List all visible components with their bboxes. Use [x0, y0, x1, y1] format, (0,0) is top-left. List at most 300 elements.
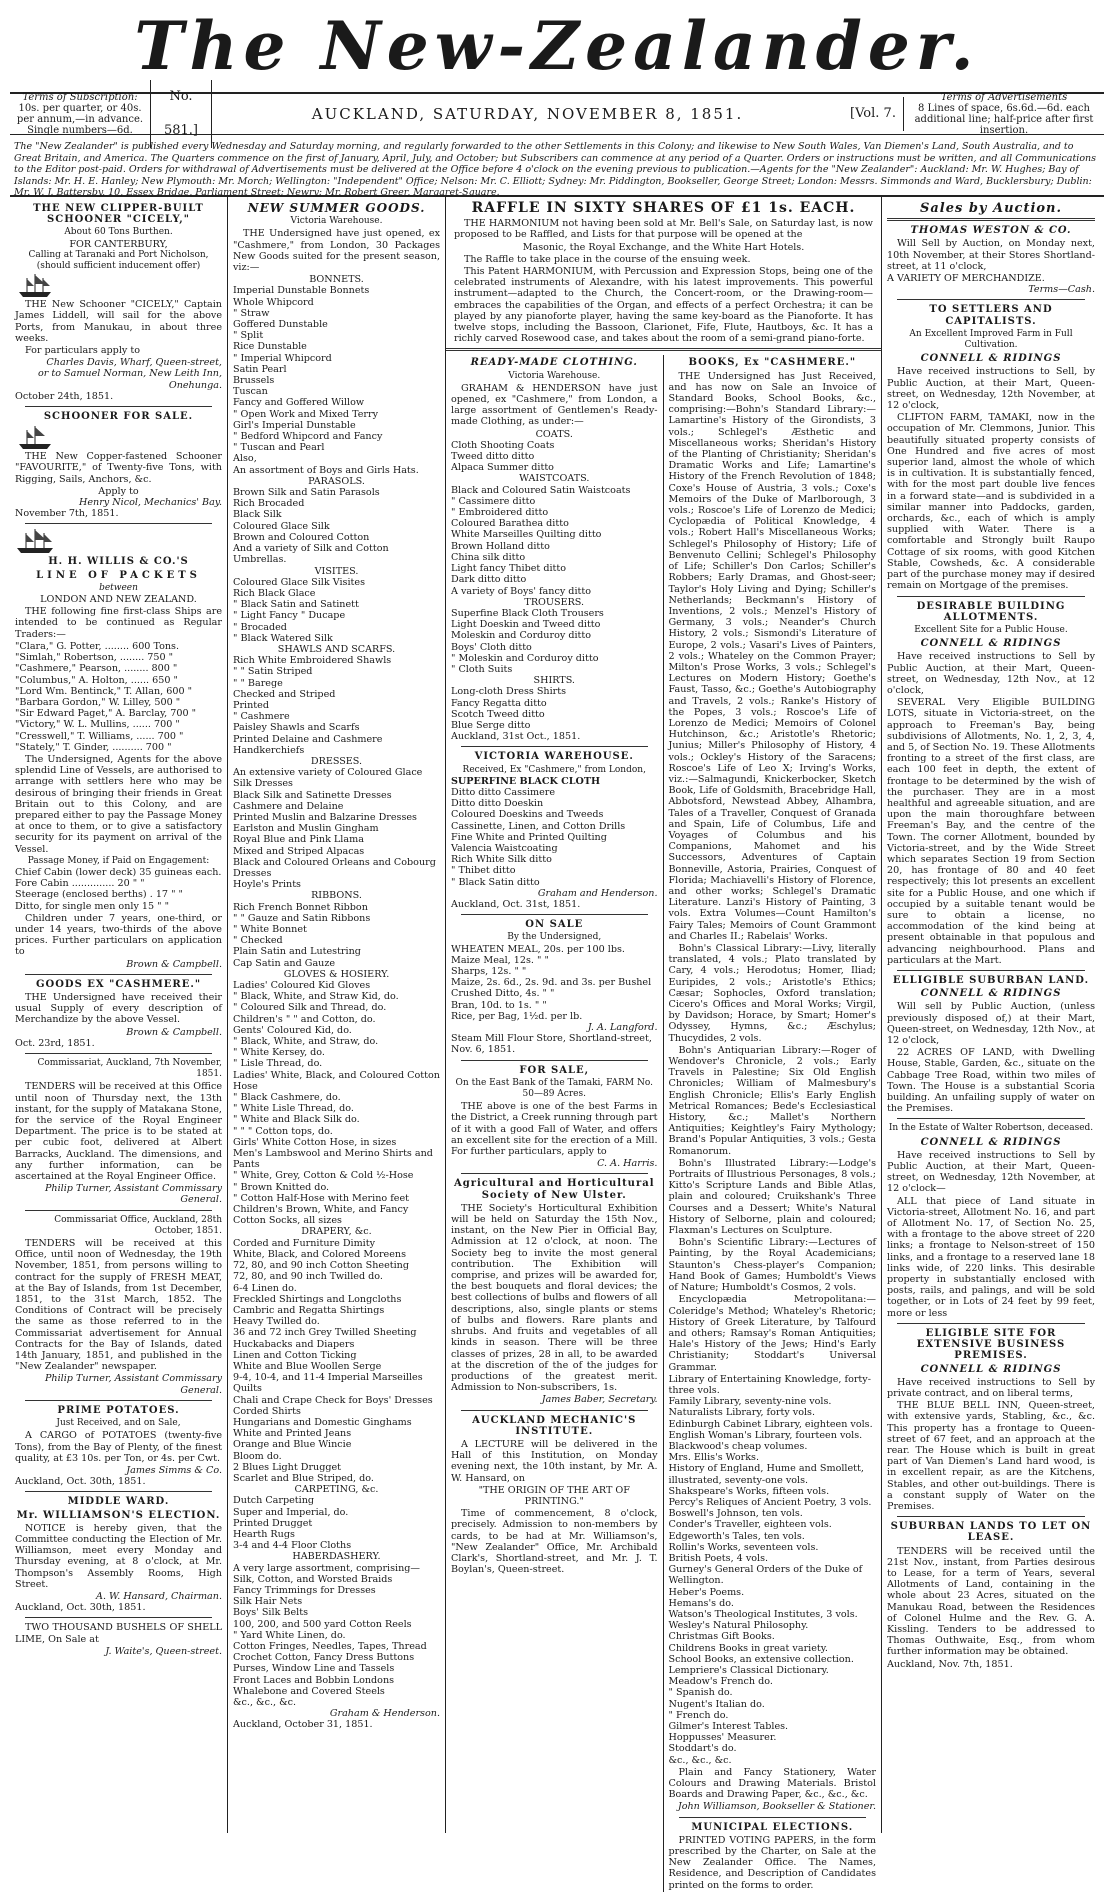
goods-item: 72, 80, and 90 inch Cotton Sheeting: [233, 1260, 409, 1272]
goods-item: Girls' White Cotton Hose, in sizes: [233, 1136, 397, 1148]
goods-item: Checked and Striped: [233, 688, 336, 700]
goods-section-list: [233, 767, 440, 890]
goods-section-head: CARPETING, &c.: [294, 1484, 379, 1496]
goods-section-head: VISITES.: [314, 565, 359, 577]
trousers-head: TROUSERS.: [524, 596, 585, 608]
list-item: British Poets, 4 vols.: [668, 1552, 769, 1564]
goods-item: Fancy and Goffered Willow: [233, 397, 365, 409]
goods-item: " " Barege: [233, 677, 283, 689]
favourite-title: SCHOONER FOR SALE.: [43, 411, 194, 423]
goods-section-head: BONNETS.: [309, 274, 364, 286]
settlers-title: TO SETTLERS AND CAPITALISTS.: [929, 304, 1053, 327]
goods-item: Crochet Cotton, Fancy Dress Buttons: [233, 1652, 415, 1664]
goods-item: Ladies' White, Black, and Coloured Cotton Hose: [233, 1069, 440, 1092]
ship-entry: "Simlah," Robertson, ........ 750 ": [15, 652, 174, 664]
goods-item: Whole Whipcord: [233, 296, 314, 308]
favourite-apply: Apply to: [98, 485, 139, 497]
divider: [887, 218, 1095, 221]
books-p2: Bohn's Classical Library:—Livy, literally translated, 4 vols.; Plato translated by Cary, 4 vols.; Herodotus; Homer, Iliad; Euripides, 2 vols.; Aristotle's Ethics; Cæsar; Sophocles, Oxford translation; Cicero's Offices and Moral Works; Virgil, by Davidson; Horace, by Smart; Homer's Odyssey, Hymns, &c.; Æschylus; Thucydides, 2 vols.: [668, 943, 876, 1044]
books-list: [669, 1374, 877, 1766]
sale-list: [451, 944, 658, 1022]
muni-title: MUNICIPAL ELECTIONS.: [691, 1821, 854, 1833]
goods-item: Imperial Dunstable Bonnets: [233, 285, 370, 297]
wide-subcolumns: [446, 355, 881, 1891]
list-item: Christmas Gift Books.: [668, 1631, 775, 1643]
goods-item: " " " Cotton tops, do.: [233, 1125, 333, 1137]
column-1: [10, 197, 228, 1833]
summer-goods-date: Auckland, October 31, 1851.: [233, 1719, 373, 1731]
goods-item: Plain Satin and Lutestring: [233, 946, 361, 958]
goods-item: " Open Work and Mixed Terry: [233, 408, 378, 420]
goods-item: 3-4 and 4-4 Floor Cloths: [233, 1540, 352, 1552]
goods-item: And a variety of Silk and Cotton Umbrellas.: [233, 543, 389, 566]
list-item: Hemans's do.: [668, 1597, 734, 1609]
hort-p: THE Society's Horticultural Exhibition will be held on Saturday the 15th Nov., instant, on the New Pier in Official Bay, Admission at 12 o'clock, at noon. The Society beg to invite the most general contribution. The Exhibition will comprise, and prizes will be awarded for, the best bouquets and floral devices; the best collections of bulbs and flowers of all descriptions, also, single plants or stems of bulbs and flowers. Rare plants and shrubs. And fruits and vegetables of all kinds in season. There will be three classes of prizes, 28 in all, to be awarded at the discretion of the of the judges for productions of the greatest merit. Admission to Non-subscribers, 1s.: [451, 1202, 658, 1394]
goods-item: Rich White Embroidered Shawls: [233, 655, 392, 667]
divider: [897, 970, 1085, 971]
goods-item: 36 and 72 inch Grey Twilled Sheeting: [233, 1327, 417, 1339]
goods-item: Goffered Dunstable: [233, 319, 328, 331]
volume-number: [Vol. 7.: [843, 97, 904, 131]
divider: [461, 914, 648, 915]
goods-item: Whalebone and Covered Steels: [233, 1685, 385, 1697]
auction-title: Sales by Auction.: [919, 201, 1063, 216]
column-5: [882, 197, 1100, 1833]
sale-sub: By the Undersigned,: [507, 932, 602, 943]
list-item: Maize Meal, 12s. " ": [451, 954, 549, 966]
goods-item: " Black Cashmere, do.: [233, 1092, 341, 1104]
cicely-agent1: Charles Davis, Wharf, Queen-street,: [46, 357, 222, 369]
connell-ridings-2: CONNELL & RIDINGS: [920, 638, 1062, 650]
list-item: Brown Holland ditto: [451, 540, 550, 552]
potatoes-title: PRIME POTATOES.: [57, 1404, 180, 1416]
list-item: Tweed ditto ditto: [451, 451, 535, 463]
list-item: White Marseilles Quilting ditto: [451, 529, 602, 541]
divider: [25, 1053, 212, 1054]
list-item: Sharps, 12s. " ": [451, 966, 527, 977]
list-item: Ditto ditto Doeskin: [451, 798, 544, 810]
list-item: Nugent's Italian do.: [668, 1698, 765, 1710]
connell-ridings-4: CONNELL & RIDINGS: [920, 1136, 1062, 1148]
goods-item: " Checked: [233, 935, 283, 947]
list-item: Stoddart's do.: [668, 1743, 737, 1755]
list-item: China silk ditto: [451, 551, 526, 563]
goods-item: Hoyle's Prints: [233, 879, 301, 891]
goods-item: White and Blue Woollen Serge: [233, 1360, 382, 1372]
raffle-p3: This Patent HARMONIUM, with Percussion and Expression Stops, being one of the celebrated instruments of Alexandre, with his latest improvements. This powerful instrument—adapted to the Church, the Concert-room, or the Drawing-room—embraces the capabilities of the Organ, and effects of a perfect Orchestra; it can be played by any pianoforte player, having the same key-board as the Pianoforte. It has twelve stops, including the Bassoon, Clarionet, Fife, Flute, Hautboys, &c. It has a richly carved Rosewood case, and takes about the room of a semi-grand piano-forte.: [454, 266, 873, 345]
connell5-p: Have received instructions to Sell by private contract, and on liberal terms,: [887, 1376, 1095, 1399]
goods-item: " " Satin Striped: [233, 666, 313, 678]
election-title: Mr. WILLIAMSON'S ELECTION.: [16, 1509, 221, 1521]
acres-p: 22 ACRES OF LAND, with Dwelling House, Stable, Garden, &c., situate on the Cabbage Tree Road, within two miles of Town. The House is a substantial Scoria building. An unfailing supply of water on the Premises.: [887, 1047, 1095, 1115]
goods-item: An extensive variety of Coloured Glace Silk Dresses: [233, 767, 423, 790]
farm-sign: C. A. Harris.: [597, 1158, 658, 1170]
list-item: Edinburgh Cabinet Library, eighteen vols.: [668, 1418, 873, 1430]
goods-item: Brussels: [233, 375, 275, 387]
goods-section-head: RIBBONS.: [311, 890, 362, 902]
subscription-terms: [10, 92, 150, 136]
goods-item: " Light Fancy " Ducape: [233, 610, 346, 622]
list-item: English Woman's Library, fourteen vols.: [668, 1429, 863, 1441]
goods-section-head: DRAPERY, &c.: [301, 1226, 372, 1238]
list-item: Light fancy Thibet ditto: [451, 563, 567, 575]
willis-title: H. H. WILLIS & CO.'S: [48, 556, 189, 568]
passage-entry: Fore Cabin .............. 20 " ": [15, 878, 145, 890]
goods-item: Purses, Window Line and Tassels: [233, 1663, 395, 1675]
list-item: Bran, 10d. to 1s. " ": [451, 999, 547, 1011]
goods-item: Rich Brocaded: [233, 498, 305, 510]
list-item: School Books, an extensive collection.: [668, 1653, 854, 1665]
advertisement-body: 8 Lines of space, 6s.6d.—6d. each additional line; half-price after first insertion.: [914, 103, 1094, 136]
list-item: Coloured Barathea ditto: [451, 518, 569, 530]
suburban-title: ELLIGIBLE SUBURBAN LAND.: [892, 975, 1090, 986]
divider: [897, 1323, 1085, 1324]
ship-entry: "Columbus," A. Holton, ...... 650 ": [15, 674, 178, 686]
list-item: Family Library, seventy-nine vols.: [668, 1396, 832, 1408]
goods-item: " Black, White, and Straw, do.: [233, 1036, 379, 1048]
goods-item: 72, 80, and 90 inch Twilled do.: [233, 1271, 383, 1283]
commissariat1-p: TENDERS will be received at this Office until noon of Thursday next, the 13th instant, for the supply of Matakana Stone, for the service of the Royal Engineer Department. The price is to be stated at per cubic foot, delivered at Albert Barracks, Auckland. The dimensions, and any further information, can be ascertained at the Royal Engineer Office.: [15, 1081, 222, 1183]
goods-section-list: [233, 1563, 440, 1709]
cicely-p2: THE New Schooner "CICELY," Captain James Liddell, will sail for the above Ports, from Manukau, in about three weeks.: [15, 299, 222, 344]
sale-title: ON SALE: [525, 919, 584, 931]
settlers-sub: An Excellent Improved Farm in Full Cultivation.: [909, 328, 1073, 351]
goods-item: " White Kersey, do.: [233, 1047, 325, 1059]
goods-item: Linen and Cotton Ticking: [233, 1349, 357, 1361]
goods-section-list: [233, 655, 440, 756]
goods-section-head: PARASOLS.: [308, 475, 365, 487]
list-item: Lempriere's Classical Dictionary.: [668, 1665, 829, 1676]
cicely-sub: About 60 Tons Burthen.: [64, 227, 173, 238]
farm-sub: On the East Bank of the Tamaki, FARM No. 50—89 Acres.: [455, 1077, 653, 1100]
goods-item: Silk Hair Nets: [233, 1596, 303, 1608]
potatoes-date: Auckland, Oct. 30th, 1851.: [15, 1476, 146, 1488]
connell-ridings-5: CONNELL & RIDINGS: [920, 1363, 1062, 1375]
list-item: Cassinette, Linen, and Cotton Drills: [451, 820, 626, 832]
columns: [10, 197, 1104, 1891]
cicely-p1: Calling at Taranaki and Port Nicholson, (should sufficient inducement offer): [28, 249, 209, 272]
goods-item: " " Gauze and Satin Ribbons: [233, 912, 371, 924]
ship-entry: "Stately," T. Ginder, .......... 700 ": [15, 741, 172, 753]
goods-item: Rich Black Glace: [233, 587, 316, 599]
list-item: Gilmer's Interest Tables.: [668, 1721, 789, 1733]
goods-item: Hungarians and Domestic Ginghams: [233, 1416, 412, 1428]
list-item: Valencia Waistcoating: [451, 842, 558, 854]
divider: [461, 1060, 648, 1061]
list-item: WHEATEN MEAL, 20s. per 100 lbs.: [451, 943, 625, 955]
connell-ridings-1: CONNELL & RIDINGS: [920, 353, 1062, 365]
goods-item: " Coloured Silk and Thread, do.: [233, 1002, 387, 1014]
books-p7: Plain and Fancy Stationery, Water Colours and Drawing Materials. Bristol Boards and Drawing Paper, &c., &c., &c.: [668, 1766, 876, 1801]
goods-item: " White, Grey, Cotton & Cold ½-Hose: [233, 1170, 414, 1182]
list-item: &c., &c., &c.: [668, 1754, 732, 1766]
goods-item: Cotton Fringes, Needles, Tapes, Thread: [233, 1641, 427, 1652]
cashmere-agent: Brown & Campbell.: [126, 1026, 222, 1038]
info-bar: [10, 89, 1104, 138]
goods-item: Brown and Coloured Cotton: [233, 531, 370, 543]
masthead-title: The New-Zealander.: [134, 7, 980, 85]
cicely-title: THE NEW CLIPPER-BUILT SCHOONER "CICELY,": [33, 203, 204, 226]
favourite-p: THE New Copper-fastened Schooner "FAVOURITE," of Twenty-five Tons, with Rigging, Sails, Anchors, &c.: [15, 451, 222, 485]
goods-item: White and Printed Jeans: [233, 1428, 352, 1440]
connell2-p: Have received instructions to Sell by Public Auction, at their Mart, Queen-street, on Wednesday, 12th Nov., at 12 o'clock,: [887, 651, 1095, 696]
vw-sign: Graham and Henderson.: [537, 887, 658, 899]
weston-title: THOMAS WESTON & CO.: [910, 225, 1072, 237]
list-item: " Cassimere ditto: [451, 495, 536, 507]
goods-item: Gents' Coloured Kid, do.: [233, 1024, 352, 1036]
column-3-4: [446, 197, 882, 1891]
goods-item: " Bedford Whipcord and Fancy: [233, 431, 383, 443]
cicely-p3: For particulars apply to: [25, 345, 140, 357]
commissariat1-sign: Philip Turner, Assistant Commissary General.: [44, 1183, 222, 1206]
vw-p: SUPERFINE BLACK CLOTH: [451, 775, 601, 787]
list-item: Rice, per Bag, 1½d. per lb.: [451, 1010, 583, 1022]
goods-section-list: [233, 487, 440, 565]
hort-sign: James Baber, Secretary.: [541, 1394, 658, 1406]
advertisement-terms: [904, 92, 1104, 136]
goods-item: " Black, White, and Straw Kid, do.: [233, 991, 399, 1003]
divider: [679, 1817, 867, 1818]
list-item: Naturalists Library, forty vols.: [668, 1407, 816, 1419]
clothing-date: Auckland, 31st Oct., 1851.: [451, 731, 581, 743]
goods-section-head: HABERDASHERY.: [292, 1551, 381, 1563]
goods-item: Heavy Twilled do.: [233, 1316, 320, 1328]
column-3: [446, 355, 664, 1891]
ship-entry: "Sir Edward Paget," A. Barclay, 700 ": [15, 708, 197, 720]
willis-p: THE following fine first-class Ships are intended to be continued as Regular Traders:—: [15, 606, 222, 640]
books-p4: Bohn's Illustrated Library:—Lodge's Portraits of Illustrious Personages, 8 vols.; Kitto's Scripture Lands and Bible Atlas, plain and coloured; Cruikshank's Three Courses and a Dessert; White's Natural History of Selborne, plain and coloured; Flaxman's Lectures on Sculpture.: [668, 1157, 876, 1237]
goods-item: " Yard White Linen, do.: [233, 1629, 346, 1641]
commissariat2-sign: Philip Turner, Assistant Commissary General.: [44, 1373, 222, 1396]
farm-title: FOR SALE,: [519, 1064, 590, 1076]
goods-item: 100, 200, and 500 yard Cotton Reels: [233, 1618, 412, 1630]
connell-ridings-3: CONNELL & RIDINGS: [920, 988, 1062, 1000]
list-item: Maize, 2s. 6d., 2s. 9d. and 3s. per Bushel: [451, 977, 652, 989]
goods-item: 9-4, 10-4, and 11-4 Imperial Marseilles Quilts: [233, 1372, 423, 1395]
list-item: Blue Serge ditto: [451, 719, 531, 731]
willis-between: between: [99, 582, 138, 593]
connell4-p: Have received instructions to Sell by Public Auction, at their Mart, Queen-street, on Wednesday, 12th November, at 12 o'clock—: [887, 1149, 1095, 1195]
goods-section-head: SHAWLS AND SCARFS.: [277, 643, 396, 655]
books-p6: Encyclopædia Metropolitana:—Coleridge's Method; Whateley's Rhetoric; History of Greek Literature, by Talfourd and others; Ramsay's Roman Antiquities; Hale's History of the Jews; Hind's Early Christianity; Stoddart's Universal Grammar.: [668, 1294, 876, 1373]
list-item: Dark ditto ditto: [451, 574, 527, 586]
vw-date: Auckland, Oct. 31st, 1851.: [451, 898, 581, 910]
passage-p: Children under 7 years, one-third, or under 14 years, two-thirds of the above prices. Further particulars on application to: [15, 912, 222, 958]
raffle-title: RAFFLE IN SIXTY SHARES OF £1 1s. EACH.: [471, 200, 856, 216]
goods-section-list: [233, 285, 440, 475]
goods-section-head: GLOVES & HOSIERY.: [283, 968, 390, 980]
divider: [461, 1410, 648, 1411]
goods-item: " Black Watered Silk: [233, 632, 333, 644]
list-item: Cloth Shooting Coats: [451, 439, 555, 451]
mech-p: A LECTURE will be delivered in the Hall of this Institution, on Monday evening next, the 10th instant, by Mr. A. W. Hansard, on: [451, 1438, 658, 1484]
waist-list: [451, 485, 658, 597]
list-item: Library of Entertaining Knowledge, forty-three vols.: [668, 1373, 871, 1396]
goods-item: Orange and Blue Wincie: [233, 1439, 352, 1451]
passage-entry: Chief Cabin (lower deck) 35 guineas each.: [15, 866, 222, 878]
list-item: Conder's Traveller, eighteen vols.: [668, 1519, 832, 1531]
passage-entry: Ditto, for single men only 15 " ": [15, 900, 170, 912]
commissariat2-p: TENDERS will be received at this Office, until noon of Wednesday, the 19th November, 1851, from persons willing to contract for the supply of FRESH MEAT, at the Bay of Islands, from 1st December, 1851, to the 31st March, 1852. The Conditions of Contract will be precisely the same as those referred to in the Commissariat advertisement for Annual Contracts for the Bay of Islands, dated 14th January, 1851, and published in the "New Zealander" newspaper.: [15, 1238, 222, 1373]
cicely-date: October 24th, 1851.: [15, 390, 114, 402]
dateline: AUCKLAND, SATURDAY, NOVEMBER 8, 1851.: [311, 105, 744, 123]
favourite-agent: Henry Nicol, Mechanics' Bay.: [78, 497, 222, 509]
goods-item: 6-4 Linen do.: [233, 1282, 297, 1294]
ship-icon: [15, 424, 55, 450]
trousers-list: [451, 608, 658, 675]
vw-title: VICTORIA WAREHOUSE.: [474, 751, 634, 763]
goods-item: " White Bonnet: [233, 924, 307, 935]
goods-item: Rich French Bonnet Ribbon: [233, 901, 368, 913]
clothing-p: GRAHAM & HENDERSON have just opened, ex "Cashmere," from London, a large assortment of Gentlemen's Ready-made Clothing, as under:—: [451, 382, 658, 428]
list-item: Wesley's Natural Philosophy.: [668, 1620, 809, 1632]
goods-item: " Black Satin and Satinett: [233, 599, 359, 611]
divider: [25, 1210, 212, 1211]
goods-item: " Tuscan and Pearl: [233, 442, 325, 454]
favourite-date: November 7th, 1851.: [15, 508, 119, 520]
goods-item: Ladies' Coloured Kid Gloves: [233, 980, 371, 992]
goods-item: Girl's Imperial Dunstable: [233, 419, 356, 431]
cashmere-p: THE Undersigned have received their usual Supply of every description of Merchandize by the above Vessel.: [15, 991, 222, 1026]
estate-title: In the Estate of Walter Robertson, deceased.: [888, 1123, 1094, 1134]
sale-sign: J. A. Langford.: [587, 1022, 658, 1034]
list-item: Rollin's Works, seventeen vols.: [668, 1541, 819, 1553]
commissariat1-head: Commissariat, Auckland, 7th November, 1851.: [37, 1058, 222, 1080]
eligible-title: ELIGIBLE SITE FOR EXTENSIVE BUSINESS PREMISES.: [916, 1327, 1066, 1362]
shirts-head: SHIRTS.: [533, 675, 575, 687]
cicely-agent2: or to Samuel Norman, New Leith Inn, Onehunga.: [37, 368, 222, 391]
divider: [446, 348, 881, 351]
estate-p: ALL that piece of Land situate in Victoria-street, Allotment No. 16, and part of Allotment No. 17, of Section No. 25, with a frontage to the above street of 220 links; a frontage to Nelson-street of 150 links, and a frontage to a reserved lane 18 links wide, of 220 links. This desirable property in substantially enclosed with posts, rails, and palings, and will be sold together, or in Lots of 24 feet by 99 feet, more or less: [887, 1195, 1095, 1319]
goods-item: Men's Lambswool and Merino Shirts and Pants: [233, 1148, 433, 1171]
weston-p: Will Sell by Auction, on Monday next, 10th November, at their Stores Shortland-street, at 11 o'clock,: [887, 238, 1095, 272]
potatoes-sub: Just Received, and on Sale,: [56, 1418, 181, 1429]
summer-goods-warehouse: Victoria Warehouse.: [290, 216, 383, 227]
summer-goods-title: NEW SUMMER GOODS.: [247, 201, 426, 215]
ship-icon: [15, 528, 55, 554]
willis-line: LINE OF PACKETS: [36, 569, 201, 581]
list-item: " Spanish do.: [668, 1687, 733, 1699]
raffle-p1: THE HARMONIUM not having been sold at Mr. Bell's Sale, on Saturday last, is now proposed to be Raffled, and Lists for that purpose will be opened at the: [454, 218, 873, 241]
goods-item: " White Lisle Thread, do.: [233, 1103, 354, 1115]
goods-item: Paisley Shawls and Scarfs: [233, 722, 360, 734]
divider: [25, 1617, 212, 1618]
goods-item: " Brocaded: [233, 621, 287, 633]
ward-title: MIDDLE WARD.: [67, 1496, 170, 1508]
goods-item: " Cashmere: [233, 711, 290, 723]
list-item: " Embroidered ditto: [451, 507, 549, 519]
ship-entry: "Cresswell," T. Williams, ...... 700 ": [15, 730, 184, 742]
willis-p2: The Undersigned, Agents for the above splendid Line of Vessels, are authorised to arrange with settlers here who may be desirous of bringing their friends in Great Britain out to this Colony, and are prepared either to pay the Passage Money at once to them, or to give a satisfactory security for its payment on arrival of the Vessel.: [15, 753, 222, 855]
list-item: Watson's Theological Institutes, 3 vols.: [668, 1608, 858, 1620]
list-item: Long-cloth Dress Shirts: [451, 686, 567, 698]
list-item: Fancy Regatta ditto: [451, 697, 547, 709]
lease-p: TENDERS will be received until the 21st Nov., instant, from Parties desirous to Lease, for a term of Years, several Allotments of Land, containing in the whole about 23 Acres, situated on the Manukau Road, between the Residences of Colonel Hulme and the Rev. G. A. Kissling. Tenders to be addressed to Thomas Outhwaite, Esq., from whom further information may be obtained.: [887, 1545, 1095, 1658]
farm-p: THE above is one of the best Farms in the District, a Creek running through part of it with a good Fall of Water, and offers an excellent site for the erection of a Mill. For further particulars, apply to: [451, 1101, 658, 1158]
list-item: Superfine Black Cloth Trousers: [451, 607, 604, 619]
divider: [897, 1516, 1085, 1517]
lease-date: Auckland, Nov. 7th, 1851.: [887, 1658, 1013, 1670]
bluebell-p: THE BLUE BELL INN, Queen-street, with extensive yards, Stabling, &c., &c. This property has a frontage to Queen-street of 67 feet, and an approach at the rear. The House which is built in great part of Van Diemen's Land hard wood, is in excellent repair, as are the Kitchens, Stables, and other out-buildings. There is a constant supply of Water on the Premises.: [887, 1400, 1095, 1512]
goods-item: Mixed and Striped Alpacas: [233, 845, 365, 857]
ship-icon: [15, 272, 55, 298]
books-p3: Bohn's Antiquarian Library:—Roger of Wendover's Chronicle, 2 vols.; Early Travels in Palestine; Six Old English Chronicles; William of Malmesbury's English Chronicle; Ellis's Early English Metrical Romances; Bede's Ecclesiastical History, &c.; Mallet's Northern Antiquities; Keightley's Fairy Mythology; Brand's Popular Antiquities, 3 vols.; Gesta Romanorum.: [668, 1044, 876, 1157]
list-item: Light Doeskin and Tweed ditto: [451, 619, 601, 631]
goods-sections: [233, 274, 440, 1708]
list-item: Blackwood's cheap volumes.: [668, 1440, 808, 1452]
goods-item: Brown Silk and Satin Parasols: [233, 487, 380, 499]
list-item: Moleskin and Corduroy ditto: [451, 630, 592, 642]
hort-title: Agricultural and Horticultural Society of New Ulster.: [453, 1178, 655, 1201]
commissariat2-head: Commissariat Office, Auckland, 28th October, 1851.: [54, 1214, 222, 1236]
goods-item: Cambric and Regatta Shirtings: [233, 1304, 385, 1316]
list-item: Coloured Doeskins and Tweeds: [451, 809, 604, 821]
publication-notice: The "New Zealander" is published every Wednesday and Saturday morning, and regularly forwarded to the other Settlements in this Colony; and likewise to New South Wales, Van Diemen's Land, South Australia, and to Great Britain, and America. The Quarters commence on the first of January, April, July, and October; but Subscribers can commence at any period of a Quarter. Orders or instructions must be written, and all Communications to the Editor post-paid. Orders for withdrawal of Advertisements must be delivered at the Office before 4 o'clock on the evening previous to publication.—Agents for the "New Zealander": Auckland: Mr. W. Hughes; Bay of Islands: Mr. H. E. Hanley; New Plymouth: Mr. Morch; Wellington: "Independent" Office; Nelson: Mr. C. Elliott; Sydney: Mr. Piddington, Bookseller, George Street; London: Messrs. Simmonds and Ward, Bucklersbury; Dublin: Mr. W. J. Battersby, 10, Essex Bridge, Parliament Street; Newry: Mr. Robert Greer, Margaret-Square.: [10, 135, 1104, 197]
goods-item: An assortment of Boys and Girls Hats.: [233, 464, 419, 476]
list-item: " Thibet ditto: [451, 865, 516, 877]
waist-head: WAISTCOATS.: [519, 473, 590, 485]
divider: [897, 299, 1085, 300]
books-sign: John Williamson, Bookseller & Stationer.: [677, 1801, 876, 1813]
list-item: Shakspeare's Works, fifteen vols.: [668, 1485, 830, 1497]
clifton-p: CLIFTON FARM, TAMAKI, now in the occupation of Mr. Clemmons, Junior. This beautifully situated property consists of One Hundred and five acres of most superior land, almost the whole of which is in cultivation. It is substantially fenced, with for the most part double live fences in a forward state—and is subdivided in a similar manner into Paddocks, garden, orchards, &c., each of which is amply supplied with Water. There is a comfortable and Strongly built Raupo Cottage of six rooms, with good Kitchen Stable, Cowsheds, &c. A considerable part of the purchase money may if desired remain on Mortgage of the premises.: [887, 412, 1095, 592]
list-item: Crushed Ditto, 4s. " ": [451, 988, 555, 1000]
goods-item: Super and Imperial, do.: [233, 1506, 349, 1518]
advertisement-title: Terms of Advertisements: [940, 92, 1068, 103]
goods-item: Children's " " and Cotton, do.: [233, 1013, 376, 1025]
goods-item: Children's Brown, White, and Fancy Cotton Socks, all sizes: [233, 1204, 409, 1227]
goods-item: " Straw: [233, 307, 270, 319]
list-item: Percy's Reliques of Ancient Poetry, 3 vols.: [668, 1496, 872, 1508]
ship-entry: "Barbara Gordon," W. Lilley, 500 ": [15, 696, 181, 708]
goods-item: Tuscan: [233, 386, 268, 398]
shirts-list: [451, 686, 658, 731]
goods-item: " Brown Knitted do.: [233, 1181, 330, 1193]
divider: [897, 596, 1085, 597]
list-item: " Moleskin and Corduroy ditto: [451, 652, 599, 664]
goods-item: Printed: [233, 699, 269, 711]
goods-item: Black Silk and Satinette Dresses: [233, 789, 392, 801]
ship-entry: "Victory," W. L. Mullins, ...... 700 ": [15, 719, 180, 731]
goods-item: " White and Black Silk do.: [233, 1114, 360, 1126]
subscription-title: Terms of Subscription:: [22, 92, 138, 103]
list-item: History of England, Hume and Smollett, illustrated, seventy-one vols.: [668, 1463, 864, 1486]
goods-section-list: [233, 577, 440, 644]
cashmere-date: Oct. 23rd, 1851.: [15, 1037, 95, 1049]
clothing-title: READY-MADE CLOTHING.: [470, 357, 638, 369]
ship-entry: "Lord Wm. Bentinck," T. Allan, 600 ": [15, 685, 193, 697]
goods-item: Rice Dunstable: [233, 341, 307, 353]
goods-item: Royal Blue and Pink Llama: [233, 834, 364, 846]
goods-item: Huckabacks and Diapers: [233, 1338, 355, 1350]
clothing-warehouse: Victoria Warehouse.: [508, 370, 601, 381]
goods-item: " Split: [233, 330, 264, 342]
list-item: Boys' Cloth ditto: [451, 641, 532, 653]
goods-item: Bloom do.: [233, 1450, 282, 1462]
goods-item: Black and Coloured Orleans and Cobourg Dresses: [233, 856, 436, 879]
potatoes-agent: James Simms & Co.: [126, 1464, 222, 1476]
connell3-p: Will sell by Public Auction, (unless previously disposed of,) at their Mart, Queen-street, on Wednesday, 12th Nov., at 12 o'clock,: [887, 1001, 1095, 1047]
ship-entry: "Cashmere," Pearson, ........ 800 ": [15, 663, 178, 675]
list-item: Black and Coloured Satin Waistcoats: [451, 484, 631, 496]
passage-entry: Steerage (enclosed berths) . 17 " ": [15, 889, 183, 901]
goods-item: Cap Satin and Gauze: [233, 957, 336, 969]
coats-head: COATS.: [535, 428, 573, 440]
list-item: Meadow's French do.: [668, 1676, 773, 1688]
divider: [25, 1400, 212, 1401]
goods-item: Satin Pearl: [233, 363, 287, 375]
column-2: [228, 197, 446, 1833]
